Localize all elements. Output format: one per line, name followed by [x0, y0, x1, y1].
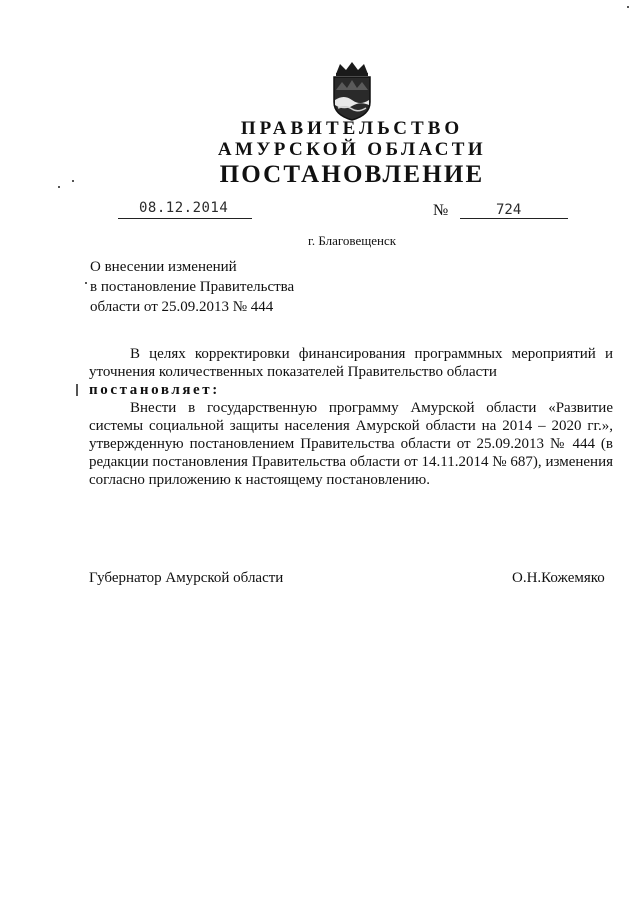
organization-name-line2: АМУРСКОЙ ОБЛАСТИ — [217, 139, 487, 160]
signatory-title: Губернатор Амурской области — [89, 570, 284, 586]
organization-name-line1: ПРАВИТЕЛЬСТВО — [240, 118, 464, 139]
subject-line: в постановление Правительства — [90, 279, 295, 295]
subject-line: О внесении изменений — [90, 259, 237, 275]
decision-paragraph: Внести в государственную программу Амурской области «Развитие системы социальной защиты населения Амурской области на 2014 – 2020 гг.», утвержденную постановлением Правительства области от 25.09.2013 № 444 (в редакции постановления Правительства области от 14.11.2014 № 687), изменения согласно приложению к настоящему постановлению. — [89, 400, 613, 488]
city-name: г. Благовещенск — [307, 233, 397, 248]
subject-line: области от 25.09.2013 № 444 — [90, 299, 274, 315]
date-underline — [118, 218, 252, 219]
scan-mark — [76, 384, 78, 396]
scan-mark — [627, 6, 629, 8]
coat-of-arms-icon — [326, 60, 378, 122]
scan-mark — [85, 282, 87, 284]
document-date: 08.12.2014 — [139, 200, 229, 216]
decree-word: постановляет: — [89, 382, 220, 398]
number-underline — [460, 218, 568, 219]
document-subject — [90, 257, 294, 317]
number-sign: № — [433, 202, 449, 219]
preamble-paragraph: В целях корректировки финансирования программных мероприятий и уточнения количественных показателей Правительство области — [89, 346, 613, 380]
scan-mark — [58, 186, 60, 188]
document-type-title: ПОСТАНОВЛЕНИЕ — [219, 161, 485, 188]
scan-mark — [72, 180, 74, 182]
document-number: 724 — [496, 202, 522, 218]
document-body — [89, 345, 613, 489]
signatory-name: О.Н.Кожемяко — [512, 570, 605, 586]
